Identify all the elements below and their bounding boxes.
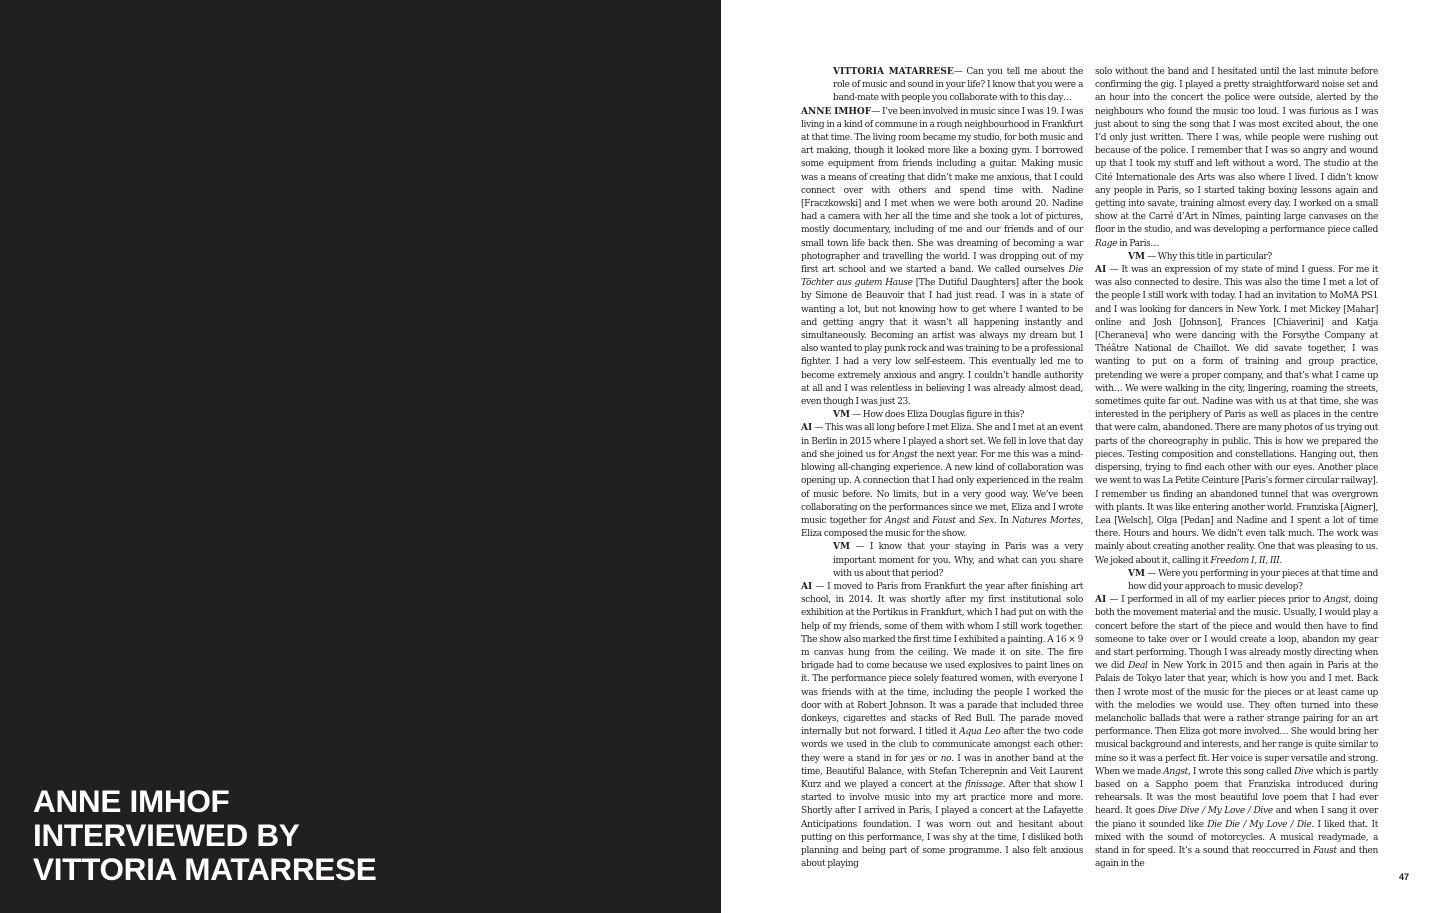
paragraph-text: — I know that your staying in Paris was a very important moment for you. Why, and what can you share with us about that period? [833,542,1083,579]
italic-word: finissage [965,779,1003,790]
paragraph-text: — Why this title in particular? [1145,251,1272,262]
paragraph-text: . I liked that. It mixed with the sound of motorcycles. A musical readymade, a stand in for speed. It’s a sound that reoccurred in [1095,819,1378,856]
speaker-label: VITTORIA MATARRESE [833,67,954,77]
answer-paragraph [801,581,1083,871]
paragraph-text: which is partly based on a Sappho poem that Franziska introduced during rehearsals. It was the most beautiful love poem that I had ever heard. It goes [1095,766,1379,817]
italic-title: Angst [892,449,918,460]
italic-title: Sex [978,515,994,526]
paragraph-text: or [924,753,941,764]
paragraph-text: in Paris… [1117,238,1160,249]
paragraph-text: . [1279,555,1283,566]
paragraph-text: and when I sang it over the piano it sounded like [1095,806,1378,830]
italic-word: yes [910,753,925,764]
paragraph-text: the next year. For me this was a mind-blowing all-changing experience. A new kind of collaboration was opening up. A connection that I had only experienced in the realm of music before. No limits, but in a very good way. We’ve been collaborating on the performances since we met, Eliza and I wrote music together for [801,449,1083,526]
paragraph-text: and [955,515,979,526]
italic-title: Faust [1313,845,1337,856]
speaker-label: VM [1128,568,1146,579]
italic-lyric: Dive Dive / My Love / Dive [1157,806,1273,817]
paragraph-text: [The Dutiful Daughters] after the book by Simone de Beauvoir that I had just read. I was in a state of wanting a lot, but not knowing how to get where I wanted to be and getting angry that it wasn’t all happening instantly and simultaneously. Becoming an artist was always my dream but I also wanted to play punk rock and was training to be a professional fighter. I had a very low self-esteem. This eventually led me to become extremely anxious and angry. I couldn’t handle authority at all and I was relentless in believing I was already almost dead, even though I was just 23. [801,278,1083,408]
paragraph-text: , Eliza composed the music for the show. [801,515,1083,540]
paragraph-text: — How does Eliza Douglas figure in this? [850,410,1024,421]
question-paragraph [1128,251,1378,264]
paragraph-text: , I wrote this song called [1187,766,1295,777]
paragraph-text: after the two code words we used in the club to communicate amongst each other: they were a stand in for [801,727,1084,764]
answer-paragraph [801,106,1083,410]
paragraph-text: — It was an expression of my state of mind I guess. For me it was also connected to desire. This was also the time I met a lot of the people I still work with today. I had an invitation to MoMA PS1 and I was looking for dancers in New York. I met Mickey [Mahar] online and Josh [Johnson], Frances [Chiaverini] and Katja [Cheraneva] who were dancing with the Forsythe Company at Théâtre National de Chaillot. We did savate together, I was wanting to put on a form of training and group practice, pretending we were a proper company, and that’s what I came up with… We were walking in the city, lingering, roaming the streets, sometimes quite far out. Nadine was with us at that time, she was interested in the periphery of Paris as well as places in the centre that were calm, abandoned. There are many photos of us trying out parts of the choreography in public. This is how we prepared the pieces. Testing composition and constellations. Hanging out, then dispersing, trying to find each other with our eyes. Another place we went to was La Petite Ceinture [Paris’s former circular railway]. I remember us finding an abandoned tunnel that was overgrown with plants. It was like entering another world. Franziska [Aigner], Lea [Welsch], Olga [Pedan] and Nadine and I spent a lot of time there. Hours and hours. We didn’t even talk much. The work was mainly about creating another reality. One that was pleasing to us. We joked about it, calling it [1095,265,1378,566]
title-line-2: INTERVIEWED BY [33,817,300,853]
paragraph-text: — I’ve been involved in music since I was 19. I was living in a kind of commune in a rough neighbourhood in Frankfurt at that time. The living room became my studio, for both music and art making, though it looked more like a boxing gym. I borrowed some equipment from friends including a guitar. Making music was a means of creating that didn’t make me anxious, that I could connect over with others and spend time with. Nadine [Fraczkowski] and I met when we were both around 20. Nadine had a camera with her all the time and she took a lot of pictures, mostly documentary, including of me and our friends and of our small town life back then. She was dreaming of becoming a war photographer and travelling the world. I was dropping out of my first art school and we started a band. We called ourselves [801,106,1083,276]
page-number: 47 [1399,872,1410,882]
answer-paragraph [1095,264,1378,568]
paragraph-text: in New York in 2015 and then again in Paris at the Palais de Tokyo later that year, which is how you and I met. Back then I wrote most of the music for the pieces or at least came up with the melodies we would use. They often turned into these melancholic ballads that were a rather strange pairing for an art performance. Then Eliza got more involved… She would bring her musical background and interests, and her range is quite similar to mine so it was a perfect fit. Her voice is super versatile and strong. When we made [1095,661,1378,777]
italic-title: Natures Mortes [1011,515,1081,526]
italic-title: Freedom I, II, III [1210,555,1280,566]
paragraph-text: and [909,515,933,526]
paragraph-text: — This was all long before I met Eliza. She and I met at an event in Berlin in 2015 where I played a short set. We fell in love that day and she joined us for [801,423,1083,460]
speaker-label: VM [833,410,851,421]
speaker-label: AI [1095,595,1107,606]
paragraph-text: — I moved to Paris from Frankfurt the year after finishing art school, in 2014. It was shortly after my first institutional solo exhibition at the Portikus in Frankfurt, which I had put on with the help of my friends, some of them with whom I still work together. The show also marked the first time I exhibited a painting. A 16 × 9 m canvas hung from the ceiling. We made it on site. The fire brigade had to come because we used explosives to paint lines on it. The performance piece solely featured women, with everyone I was friends with at the time, including the people I worked the door with at Robert Johnson. It was a parade that included three donkeys, cigarettes and stacks of Red Bull. The parade moved internally but not forward. I titled it [801,581,1083,738]
speaker-label: ANNE IMHOF [801,106,872,117]
italic-title: Dive [1294,766,1314,777]
speaker-label: AI [801,581,813,592]
paragraph-text: . In [993,515,1012,526]
paragraph-text: , doing both the movement material and the music. Usually, I would play a concert before the start of the piece and would then have to find someone to take over or I would create a loop, abandon my gear and start performing. Though I was already mostly directing when we did [1095,595,1378,672]
paragraph-text: and then again in the [1095,845,1378,870]
paragraph-text: — Were you performing in your pieces at that time and how did your approach to music develop? [1128,568,1378,592]
question-paragraph [833,66,1083,106]
answer-paragraph-continued [1095,66,1378,251]
italic-title: Angst [1323,595,1349,606]
question-paragraph [833,409,1083,422]
text-column-right [1095,66,1379,870]
italic-title: Angst [884,515,910,526]
answer-paragraph [1095,594,1378,871]
italic-title: Faust [932,515,956,526]
speaker-label: AI [801,423,813,434]
paragraph-text: solo without the band and I hesitated until the last minute before confirming the gig. I played a pretty straightforward noise set and an hour into the concert the police were outside, alerted by the neighbours who found the music too loud. I was furious as I was just about to sing the song that I was most excited about, the one I’d only just written. There I was, while people were rushing out because of the police. I remember that I was so angry and wound up that I took my stuff and left without a word. The studio at the Cité Internationale des Arts was also where I lived. I didn’t know any people in Paris, so I started taking boxing lessons again and getting into savate, training almost every day. I worked on a small show at the Carré d’Art in Nîmes, painting large canvases on the floor in the studio, and was developing a performance piece called [1095,67,1378,236]
paragraph-text: — Can you tell me about the role of music and sound in your life? I know that you were a band-mate with people you collaborate with to this day… [833,67,1083,104]
paragraph-text: . After that show I started to involve music into my art practice more and more. Shortly after I arrived in Paris, I played a concert at the Lafayette Anticipations foundation. I was worn out and hesitant about putting on this performance, I was shy at the time, I disliked both planning and being part of some programme. I also felt anxious about playing [801,779,1083,870]
italic-lyric: Die Die / My Love / Die [1207,819,1312,830]
italic-title: Deal [1128,661,1148,672]
italic-title: Angst [1163,766,1188,777]
speaker-label: AI [1095,265,1107,276]
italic-title: Aqua Leo [959,727,1001,738]
title-line-3: VITTORIA MATARRESE [33,851,377,887]
question-paragraph [1128,568,1378,594]
article-title [33,784,376,886]
italic-title: Rage [1095,238,1118,249]
paragraph-text: — I performed in all of my earlier pieces prior to [1106,595,1324,606]
paragraph-text: . I was in another band at the time, Beautiful Balance, with Stefan Tcherepnin and Veit Laurent Kurz and we played a concert at the [801,753,1083,790]
title-line-1: ANNE IMHOF [33,783,230,819]
text-column-left [801,66,1084,870]
italic-word: no [940,753,952,764]
italic-title: Die Töchter aus gutem Hause [801,265,1083,289]
answer-paragraph [801,422,1083,541]
question-paragraph [833,541,1083,581]
speaker-label: VM [1128,251,1146,262]
speaker-label: VM [833,542,851,553]
